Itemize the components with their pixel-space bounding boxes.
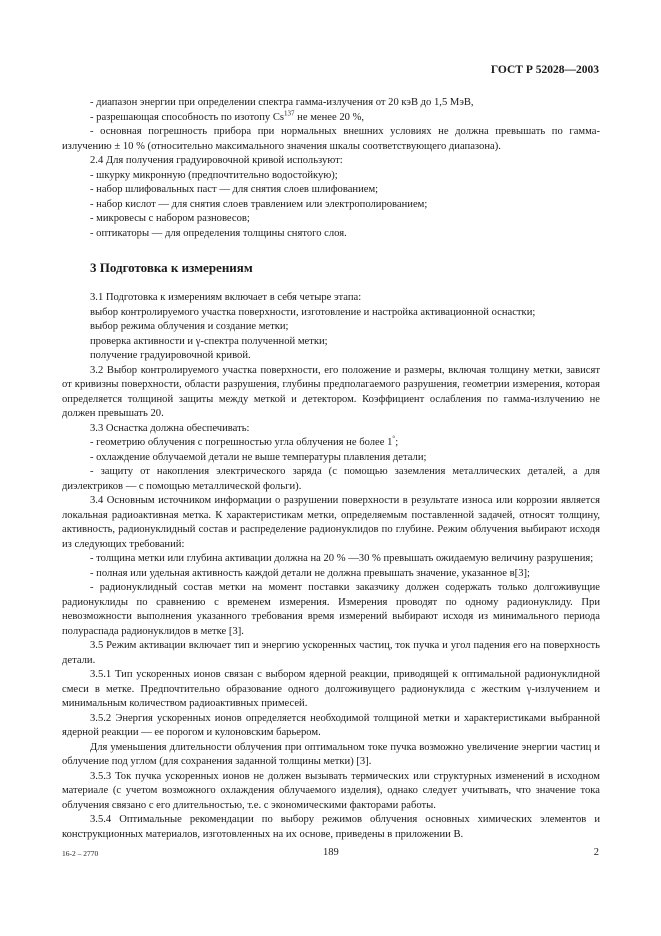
list-item: - защиту от накопления электрического заряда (с помощью заземления металлических деталей, а для диэлектриков — с помощью металлической фольги). (62, 466, 600, 492)
list-item: - полная или удельная активность каждой детали не должна превышать значение, указанное в[3]; (90, 567, 530, 579)
list-item: получение градуировочной кривой. (90, 350, 251, 361)
clause-3-5: 3.5 Режим активации включает тип и энергию ускоренных частиц, ток пучка и угол падения его на поверхность детали. (62, 640, 600, 666)
list-item: - шкурку микронную (предпочтительно водостойкую); (90, 169, 338, 181)
page-number-right: 2 (593, 847, 599, 858)
clause-3-5-1: 3.5.1 Тип ускоренных ионов связан с выбором ядерной реакции, приводящей к оптимальной радионуклидной смеси в метке. Предпочтительно образование одного долгоживущего радионуклида с жестким γ-излучением и минимальным количеством радиоактивных примесей. (62, 669, 600, 709)
angle-tail: ; (395, 437, 399, 448)
degree-superscript: ° (392, 434, 396, 443)
list-item: выбор контролируемого участка поверхности, изготовление и настройка активационной оснастки; (90, 306, 536, 318)
page-body (62, 96, 600, 842)
clause-3-5-2: 3.5.2 Энергия ускоренных ионов определяется необходимой толщиной метки и характеристиками выбранной ядерной реакции — ее порогом и кулоновским барьером. (62, 712, 600, 738)
list-item: - оптикаторы — для определения толщины снятого слоя. (90, 227, 347, 239)
angle-text: - геометрию облучения с погрешностью угла облучения не более 1 (90, 437, 393, 448)
resolution-tail: не менее 20 %, (294, 111, 365, 123)
spec-resolution (62, 108, 600, 126)
spec-error: - основная погрешность прибора при нормальных внешних условиях не должна превышать по гамма-излучению ± 10 % (относительно максимального значения шкалы соответствующего диапазона). (62, 126, 600, 152)
list-item: - набор шлифовальных паст — для снятия слоев шлифованием; (90, 184, 379, 195)
list-item: проверка активности и γ-спектра полученной метки; (90, 335, 328, 347)
print-code: 16-2 – 2770 (62, 849, 99, 858)
page-number-center: 189 (323, 847, 339, 858)
list-item: - набор кислот — для снятия слоев травлением или электрополированием; (90, 198, 428, 210)
resolution-text: - разрешающая способность по изотопу Cs (90, 111, 285, 123)
clause-3-5-4: 3.5.4 Оптимальные рекомендации по выбору режимов облучения основных химических элементов и конструкционных материалов, изготовленных на их основе, приведены в приложении В. (62, 814, 600, 840)
section-3-heading: 3 Подготовка к измерениям (90, 260, 253, 275)
list-item: выбор режима облучения и создание метки; (90, 321, 289, 332)
document-code-header: ГОСТ Р 52028—2003 (490, 64, 599, 76)
list-item: - толщина метки или глубина активации должна на 20 % —30 % превышать ожидаемую величину разрушения; (90, 553, 594, 564)
list-item: - радионуклидный состав метки на момент поставки заказчику должен содержать только долгоживущие радионуклиды по сравнению с временем измерения. Измерения проводят по одному радионуклиду. При невозможности выполнения указанного требования время измерений выбирают исходя из минимального периода полураспада радионуклидов в метке [3]. (62, 582, 600, 637)
list-item: - микровесы с набором разновесов; (90, 213, 250, 224)
clause-2-4-intro: 2.4 Для получения градуировочной кривой используют: (90, 155, 343, 166)
spec-energy-range: - диапазон энергии при определении спектра гамма-излучения от 20 кэВ до 1,5 МэВ, (90, 97, 474, 108)
isotope-superscript: 137 (284, 108, 295, 117)
clause-3-1-intro: 3.1 Подготовка к измерениям включает в себя четыре этапа: (90, 292, 362, 303)
clause-3-5-2-note: Для уменьшения длительности облучения при оптимальном токе пучка возможно увеличение энергии частиц и облучение под углом (для сохранения заданной толщины метки) [3]. (62, 741, 600, 767)
clause-3-4: 3.4 Основным источником информации о разрушении поверхности в результате износа или коррозии является локальная радиоактивная метка. К характеристикам метки, определяемым поставленной задачей, относят толщину, активность, радионуклидный состав и распределение радионуклидов по глубине. Режим облучения выбирают исходя из следующих требований: (62, 495, 600, 550)
clause-3-2: 3.2 Выбор контролируемого участка поверхности, его положение и размеры, включая толщину метки, зависят от кривизны поверхности, области разрушения, глубины предполагаемого разрушения, геометрии измерения, которая определяется толщиной защиты между меткой и детектором. Коэффициент ослабления по гамма-излучению не должен превышать 20. (62, 364, 600, 419)
clause-3-3-intro: 3.3 Оснастка должна обеспечивать: (90, 422, 250, 434)
clause-3-5-3: 3.5.3 Ток пучка ускоренных ионов не должен вызывать термических или структурных изменений в исходном материале (с учетом возможного охлаждения облучаемого изделия), однако следует учитывать, что значение тока облучения связано с его длительностью, т.е. с экономическими факторами работы. (62, 770, 600, 811)
list-item: - охлаждение облучаемой детали не выше температуры плавления детали; (90, 451, 427, 463)
list-item (62, 436, 600, 451)
